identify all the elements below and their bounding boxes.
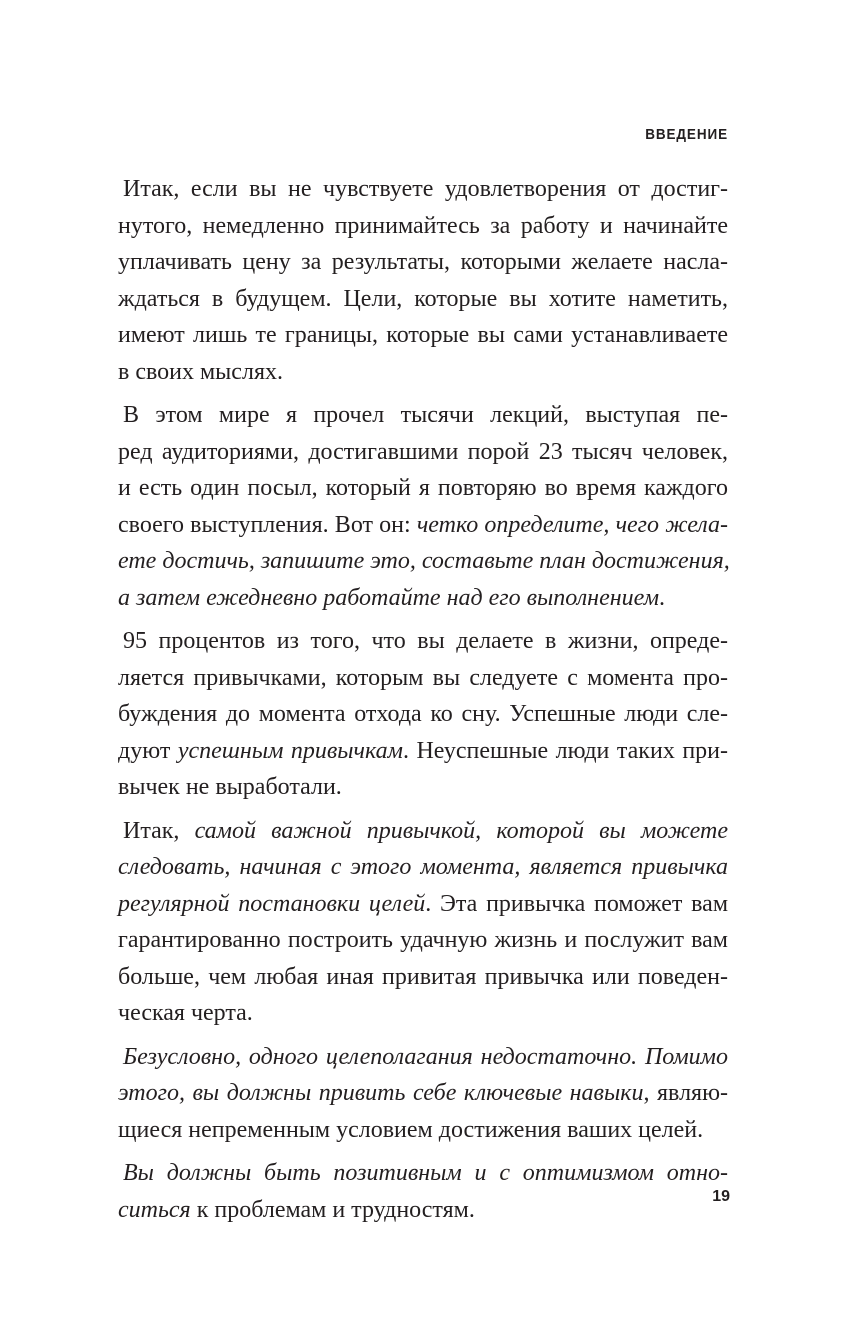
emphasis-text: четко определите, чего жела-	[416, 511, 729, 538]
text-run: дуют	[118, 737, 178, 764]
text-line	[118, 580, 728, 617]
emphasis-text: этого, вы должны привить себе ключевые навыки	[118, 1080, 644, 1106]
text-line	[118, 543, 728, 580]
text-line: больше, чем любая иная привитая привычка или поведен-	[118, 963, 728, 990]
paragraph-1	[118, 171, 728, 390]
paragraph-2	[118, 397, 728, 616]
text-line	[118, 507, 728, 544]
text-line	[118, 886, 728, 923]
text-run: .	[659, 584, 666, 611]
text-line: ляется привычками, которым вы следуете с момента про-	[118, 664, 728, 691]
text-run: своего выступления. Вот он:	[118, 511, 417, 538]
text-line: нутого, немедленно принимайтесь за работу и начинайте	[118, 212, 728, 239]
emphasis-text: регулярной постановки целей	[118, 890, 426, 917]
text-line: имеют лишь те границы, которые вы сами устанавливаете	[118, 322, 728, 348]
text-line: и есть один посыл, который я повторяю во время каждого	[118, 475, 728, 501]
text-line: ческая черта.	[118, 1000, 253, 1026]
emphasis-text: а затем ежедневно работайте над его выполнением	[118, 584, 660, 611]
text-line	[118, 733, 728, 770]
text-line	[118, 1192, 728, 1229]
text-line	[118, 849, 728, 886]
running-head: ВВЕДЕНИЕ	[645, 126, 728, 143]
text-line: щиеся непременным условием достижения ваших целей.	[118, 1116, 704, 1143]
text-run: Итак,	[123, 817, 195, 844]
text-line: Итак, если вы не чувствуете удовлетворения от достиг-	[123, 176, 728, 202]
text-line: буждения до момента отхода ко сну. Успешные люди сле-	[118, 701, 728, 727]
text-line: гарантированно построить удачную жизнь и послужит вам	[118, 927, 728, 953]
emphasis-text: ситься	[118, 1196, 191, 1223]
text-line: В этом мире я прочел тысячи лекций, выступая пе-	[123, 402, 728, 428]
paragraph-5	[118, 1039, 728, 1149]
text-run: . Эта привычка поможет вам	[425, 890, 729, 917]
text-run: . Неуспешные люди таких при-	[402, 737, 729, 764]
text-line: в своих мыслях.	[118, 358, 283, 385]
paragraph-4	[118, 813, 728, 1032]
emphasis-text: успешным привычкам	[177, 737, 403, 764]
page-number: 19	[712, 1188, 730, 1205]
text-line	[118, 813, 728, 850]
paragraph-3	[118, 623, 728, 806]
text-line	[118, 1155, 728, 1192]
text-line: ждаться в будущем. Цели, которые вы хотите наметить,	[118, 285, 728, 312]
emphasis-text: ете достичь, запишите это, составьте план достижения,	[118, 548, 730, 574]
text-line: вычек не выработали.	[118, 774, 342, 800]
emphasis-text: следовать, начиная с этого момента, является привычка	[118, 854, 728, 880]
body-text	[118, 171, 728, 1228]
text-line: ред аудиториями, достигавшими порой 23 тысяч человек,	[118, 438, 728, 465]
emphasis-text: Вы должны быть позитивным и с оптимизмом отно-	[123, 1160, 728, 1186]
text-run: к проблемам и трудностям.	[190, 1196, 475, 1223]
text-line: 95 процентов из того, что вы делаете в жизни, опреде-	[123, 628, 728, 654]
text-line	[118, 1039, 728, 1076]
emphasis-text: самой важной привычкой, которой вы можете	[194, 817, 728, 844]
text-line: уплачивать цену за результаты, которыми желаете насла-	[118, 249, 728, 275]
text-run: , являю-	[643, 1080, 729, 1106]
paragraph-6	[118, 1155, 728, 1228]
emphasis-text: Безусловно, одного целеполагания недостаточно. Помимо	[123, 1043, 728, 1070]
text-line	[118, 1075, 728, 1112]
